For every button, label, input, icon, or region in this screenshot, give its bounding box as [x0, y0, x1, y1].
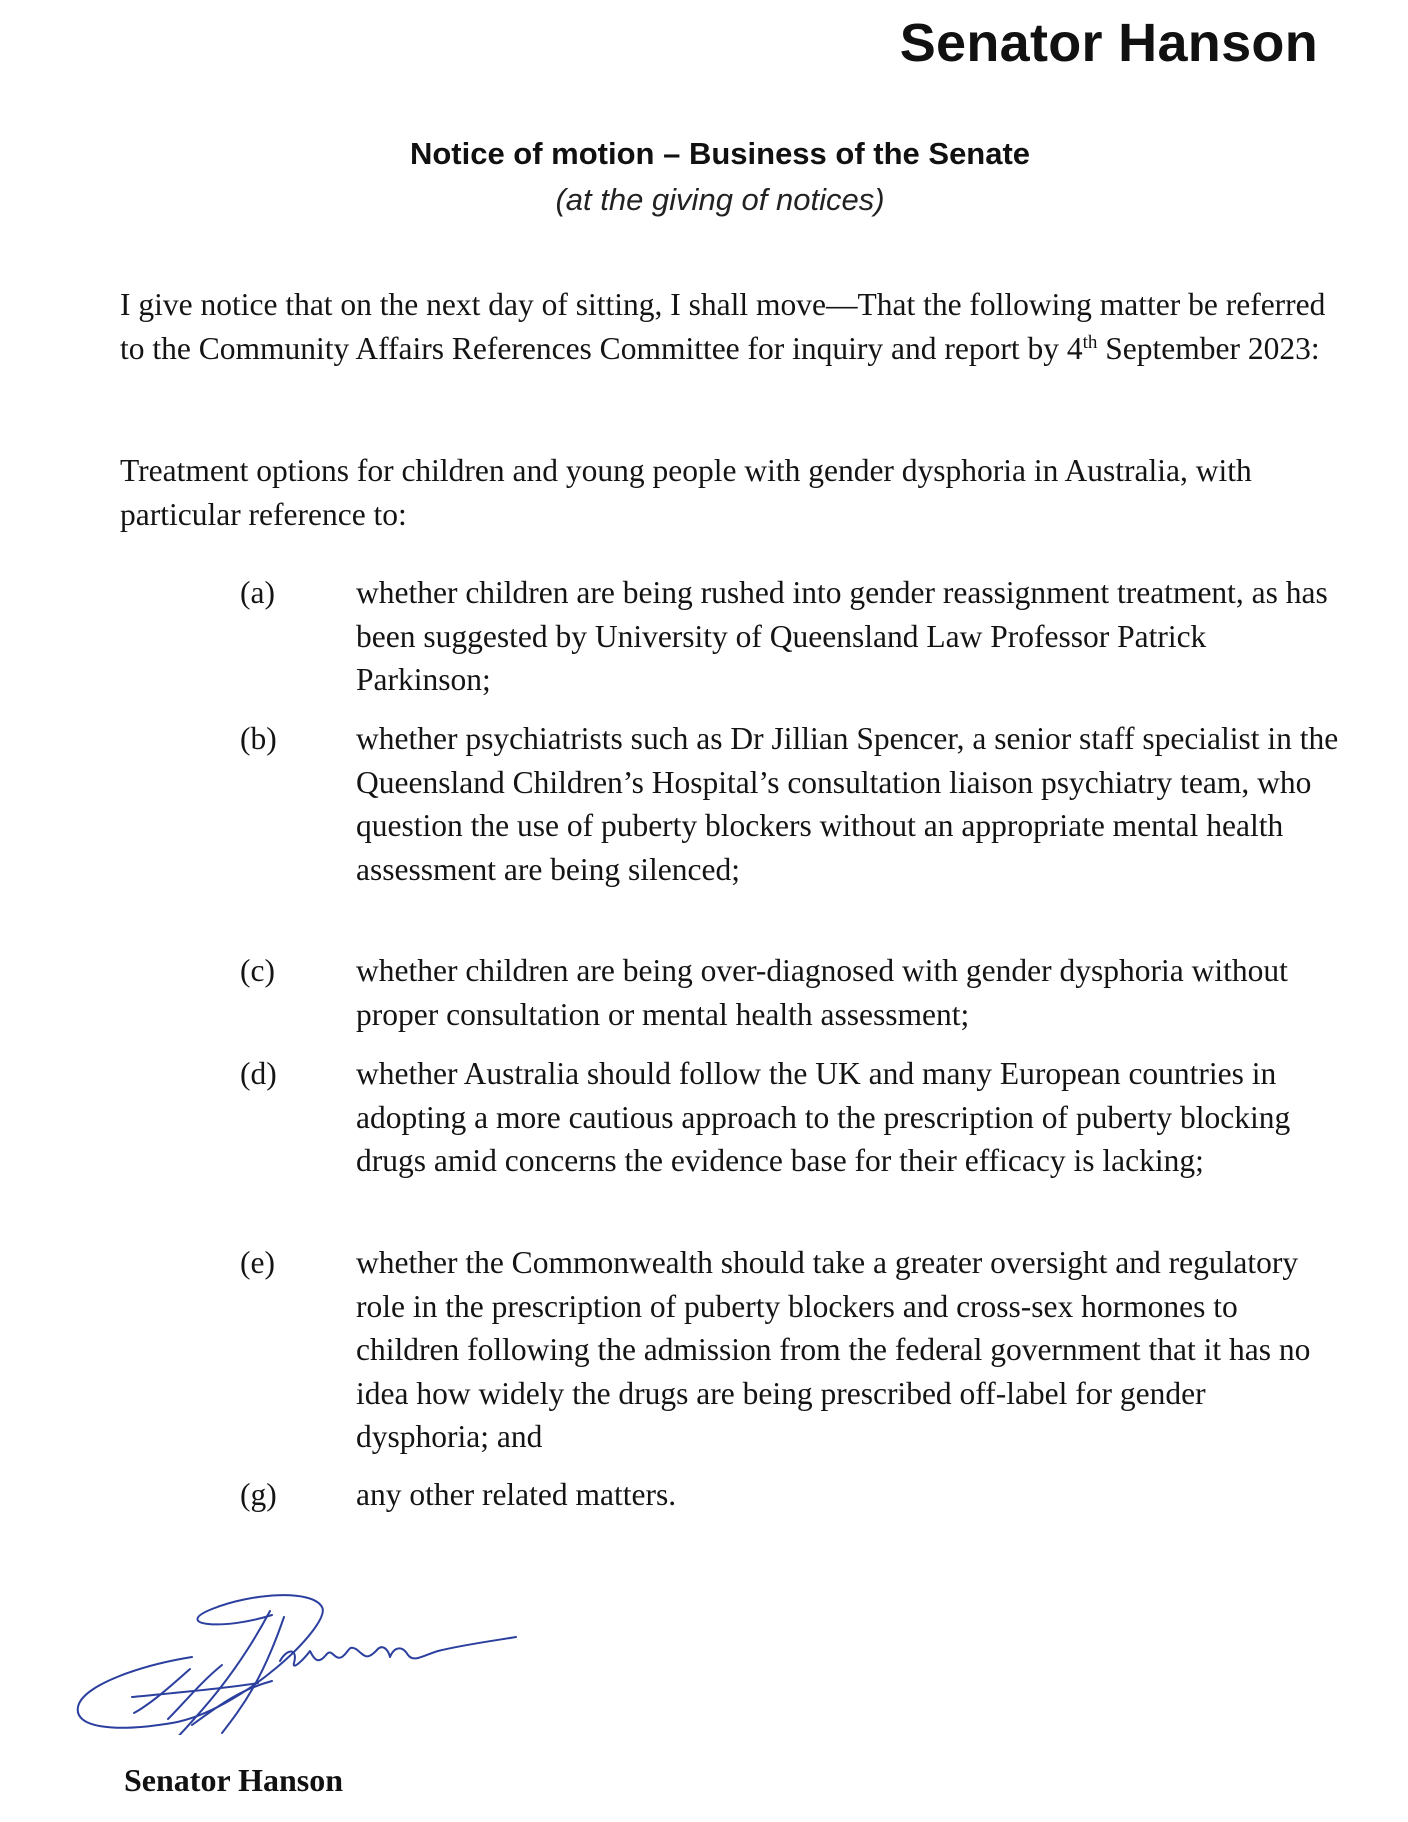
- signature-flourish-stroke: [78, 1595, 323, 1728]
- ordinal-suffix: th: [1082, 332, 1098, 353]
- item-text: whether Australia should follow the UK and many European countries in adopting a more cautious approach to the prescription of puberty blocking drugs amid concerns the evidence base for their efficacy is lacking;: [356, 1056, 1291, 1178]
- item-marker: (e): [240, 1245, 275, 1280]
- item-marker: (c): [240, 953, 275, 988]
- notice-subtitle: (at the giving of notices): [555, 182, 885, 217]
- item-text: any other related matters.: [356, 1477, 677, 1512]
- signature-letter-stroke: [222, 1617, 284, 1733]
- intro-paragraph: [120, 283, 1335, 371]
- footer-senator-name: Senator Hanson: [124, 1762, 344, 1798]
- item-text: whether children are being rushed into gender reassignment treatment, as has been suggested by University of Queensland Law Professor Patrick Parkinson;: [356, 575, 1328, 697]
- handwritten-signature: [72, 1585, 532, 1735]
- signature-letter-stroke: [134, 1669, 190, 1713]
- item-text: whether children are being over-diagnosed with gender dysphoria without proper consultation or mental health assessment;: [356, 953, 1288, 1032]
- signature-word-stroke: [280, 1637, 516, 1666]
- notice-title: Notice of motion – Business of the Senate: [409, 136, 1031, 171]
- intro-date-text: September 2023:: [1097, 331, 1320, 366]
- signature-letter-stroke: [174, 1611, 270, 1735]
- header-senator-name: Senator Hanson: [899, 13, 1318, 73]
- item-marker: (a): [240, 575, 275, 610]
- item-text: whether the Commonwealth should take a greater oversight and regulatory role in the prescription of puberty blockers and cross-sex hormones to children following the admission from the federal government that it has no idea how widely the drugs are being prescribed off-label for gender dysphoria; and: [356, 1245, 1311, 1454]
- item-marker: (g): [240, 1477, 277, 1512]
- inquiry-topic: Treatment options for children and young people with gender dysphoria in Australia, with particular reference to:: [120, 453, 1252, 532]
- item-marker: (d): [240, 1056, 277, 1091]
- intro-text: I give notice that on the next day of sitting, I shall move—That the following matter be referred to the Community Affairs References Committee for inquiry and report by 4: [120, 287, 1326, 366]
- item-marker: (b): [240, 721, 277, 756]
- item-text: whether psychiatrists such as Dr Jillian Spencer, a senior staff specialist in the Queensland Children’s Hospital’s consultation liaison psychiatry team, who question the use of puberty blockers without an appropriate mental health assessment are being silenced;: [356, 721, 1339, 887]
